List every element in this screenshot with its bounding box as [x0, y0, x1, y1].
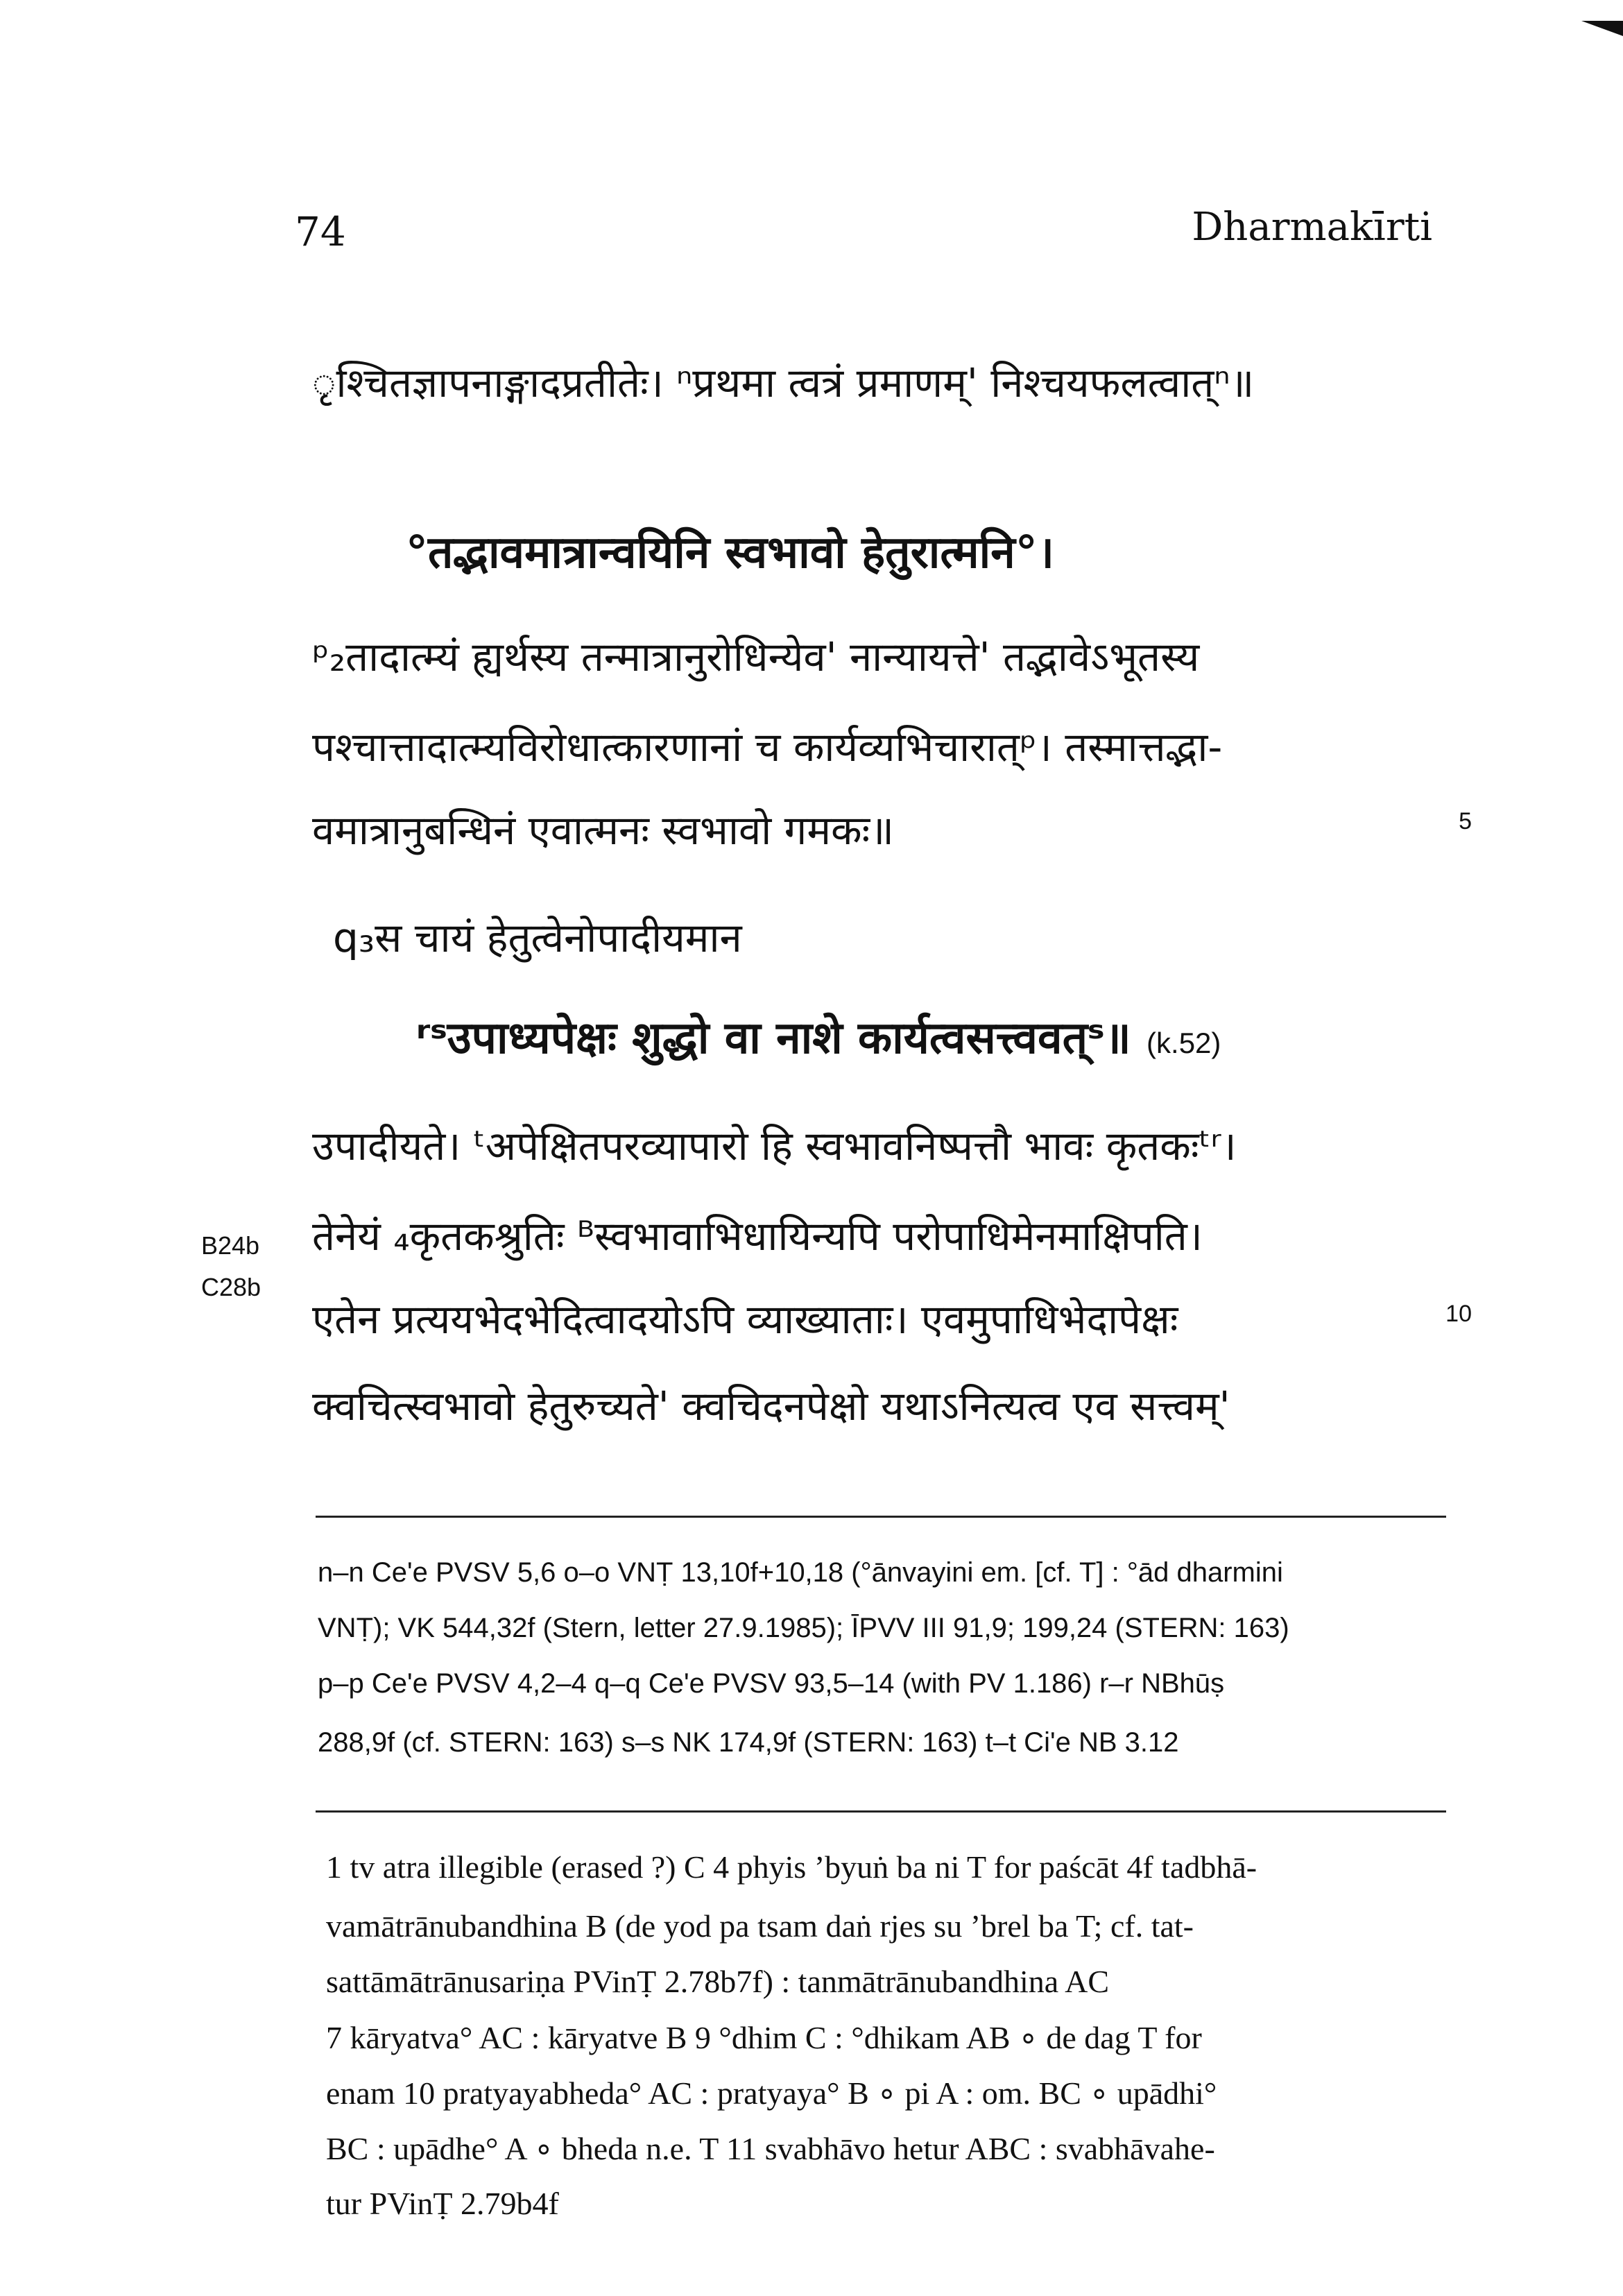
verse-reference: (k.52) — [1147, 1027, 1221, 1059]
criticus-line-5: enam 10 pratyayabheda° AC : pratyaya° B ∘ pi A : om. BC ∘ upādhi° — [326, 2075, 1217, 2111]
criticus-line-7: tur PVinṬ 2.79b4f — [326, 2186, 559, 2221]
testium-line-1: n–n Ce'e PVSV 5,6 o–o VNṬ 13,10f+10,18 (°ānvayini em. [cf. T] : °ād dharmini — [318, 1557, 1283, 1588]
text-line-3: पश्चात्तादात्म्यविरोधात्कारणानां च कार्यव्यभिचारात्ᵖ। तस्मात्तद्भा- — [312, 723, 1223, 771]
text-line-9: क्वचित्स्वभावो हेतुरुच्यते' क्वचिदनपेक्षो यथाऽनित्यत्व एव सत्त्वम्' — [312, 1382, 1230, 1430]
verse-text: ʳˢउपाध्यपेक्षः शुद्धो वा नाशे कार्यत्वसत्त्ववत्ˢ॥ — [416, 1013, 1131, 1064]
margin-siglum-b: B24b — [201, 1231, 260, 1260]
text-line-6: उपादीयते। ᵗअपेक्षितपरव्यापारो हि स्वभावनिष्पत्तौ भावः कृतकःᵗʳ। — [312, 1122, 1237, 1170]
line-number-10: 10 — [1445, 1301, 1472, 1327]
page-number: 74 — [295, 208, 346, 255]
text-line-7: तेनेयं ₄कृतकश्रुतिः ᴮस्वभावाभिधायिन्यपि परोपाधिमेनमाक्षिपति। — [312, 1213, 1203, 1260]
margin-siglum-c: C28b — [201, 1273, 261, 1301]
criticus-line-4: 7 kāryatva° AC : kāryatve B 9 °dhim C : °dhikam AB ∘ de dag T for — [326, 2020, 1202, 2055]
text-line-5: q₃स चायं हेतुत्वेनोपादीयमान — [333, 914, 742, 961]
testium-line-2: VNṬ); VK 544,32f (Stern, letter 27.9.1985); ĪPVV III 91,9; 199,24 (STERN: 163) — [318, 1613, 1289, 1643]
line-number-5: 5 — [1459, 808, 1472, 834]
apparatus-rule-2 — [316, 1810, 1446, 1813]
criticus-line-1: 1 tv atra illegible (erased ?) C 4 phyis ’byuṅ ba ni T for paścāt 4f tadbhā- — [326, 1849, 1257, 1885]
verse-line-2 — [416, 1006, 1221, 1066]
testium-line-4: 288,9f (cf. STERN: 163) s–s NK 174,9f (STERN: 163) t–t Ci'e NB 3.12 — [318, 1727, 1179, 1758]
text-line-8: एतेन प्रत्ययभेदभेदित्वादयोऽपि व्याख्याताः। एवमुपाधिभेदापेक्षः — [312, 1296, 1178, 1343]
testium-line-3: p–p Ce'e PVSV 4,2–4 q–q Ce'e PVSV 93,5–14 (with PV 1.186) r–r NBhūṣ — [318, 1668, 1225, 1699]
verse-line-1: °तद्भावमात्रान्वयिनि स्वभावो हेतुरात्मनि°। — [406, 527, 1054, 579]
text-line-4: वमात्रानुबन्धिनं एवात्मनः स्वभावो गमकः॥ — [312, 807, 895, 854]
running-head: Dharmakīrti — [1192, 205, 1432, 250]
criticus-line-2: vamātrānubandhina B (de yod pa tsam daṅ rjes su ’brel ba T; cf. tat- — [326, 1908, 1194, 1944]
apparatus-rule-1 — [316, 1516, 1446, 1518]
text-line-2: ᵖ₂तादात्म्यं ह्यर्थस्य तन्मात्रानुरोधिन्येव' नान्यायत्ते' तद्भावेऽभूतस्य — [312, 633, 1200, 680]
text-line-1: ृश्चितज्ञापनाङ्गादप्रतीतेः। ⁿप्रथमा त्वत्रं प्रमाणम्' निश्चयफलत्वात्ⁿ॥ — [312, 359, 1255, 406]
page-corner-mark — [1581, 21, 1623, 36]
criticus-line-3: sattāmātrānusariṇa PVinṬ 2.78b7f) : tanmātrānubandhina AC — [326, 1964, 1110, 1999]
criticus-line-6: BC : upādhe° A ∘ bheda n.e. T 11 svabhāvo hetur ABC : svabhāvahe- — [326, 2131, 1215, 2166]
